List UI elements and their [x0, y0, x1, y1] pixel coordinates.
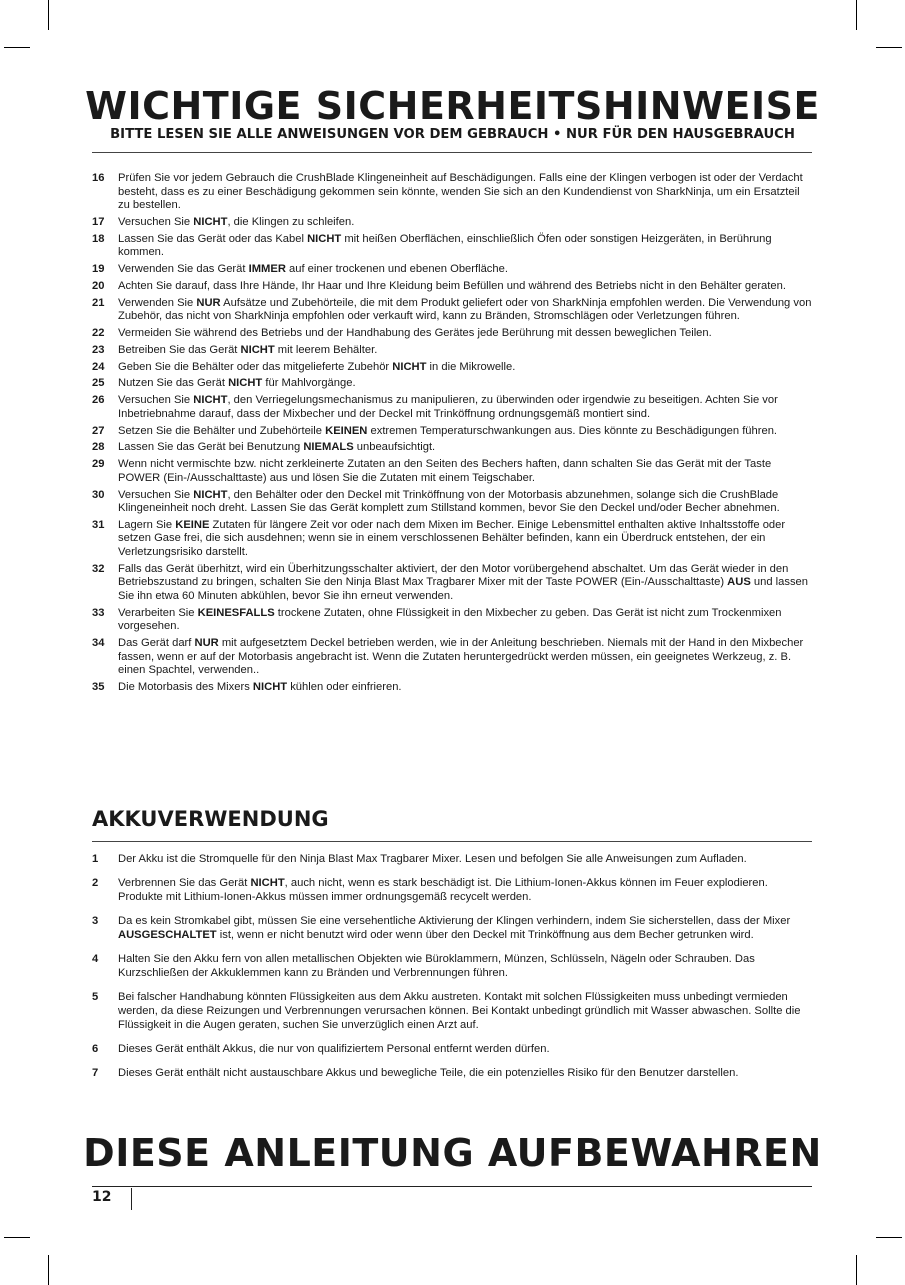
text-run: Prüfen Sie vor jedem Gebrauch die CrushBlade Klingeneinheit auf Beschädigungen. Falls eine der Klingen verbogen ist oder der Verdacht besteht, dass es zu einer Beschädigung gekommen sein könnte, wenden Sie sich an den Kundendienst von SharkNinja, um ein Ersatzteil zu bestellen. — [118, 172, 803, 212]
text-run: Dieses Gerät enthält nicht austauschbare Akkus und bewegliche Teile, die ein potenzielles Risiko für den Benutzer darstellen. — [118, 1067, 739, 1080]
text-run: Falls das Gerät überhitzt, wird ein Überhitzungsschalter aktiviert, der den Motor vorübergehend abschaltet. Um das Gerät wieder in den Betriebszustand zu bringen, schalten Sie den Ninja Blast Max Tragbarer Mixer mit der Taste POWER (Ein-/Ausschalttaste) — [118, 562, 789, 589]
text-run: Wenn nicht vermischte bzw. nicht zerkleinerte Zutaten an den Seiten des Bechers haften, dann schalten Sie das Gerät mit der Taste POWER (Ein-/Ausschalttaste) aus und lösen Sie die Zutaten mit einem Teigschaber. — [118, 458, 772, 484]
crop-mark — [856, 0, 857, 30]
list-item — [92, 361, 812, 375]
text-run: Lagern Sie — [118, 518, 176, 531]
list-item — [92, 953, 812, 980]
item-text — [118, 297, 812, 324]
text-run: extremen Temperaturschwankungen aus. Dies könnte zu Beschädigungen führen. — [367, 424, 778, 437]
text-run: Der Akku ist die Stromquelle für den Ninja Blast Max Tragbarer Mixer. Lesen und befolgen Sie alle Anweisungen zum Aufladen. — [118, 853, 747, 865]
crop-mark — [4, 47, 30, 48]
text-run: Verwenden Sie das Gerät — [118, 263, 249, 276]
text-run: , den Verriegelungsmechanismus zu manipulieren, zu überwinden oder irgendwie zu beseitigen. Achten Sie vor Inbetriebnahme darauf, dass der Mixbecher und der Deckel mit Trinköffnung ordnungsgemäß montiert sind. — [118, 394, 778, 420]
list-item — [92, 216, 812, 230]
crop-mark — [48, 0, 49, 30]
item-number: 34 — [92, 637, 105, 650]
item-number: 33 — [92, 606, 105, 619]
list-item — [92, 441, 812, 455]
item-text — [118, 991, 812, 1032]
emphasis-text: NICHT — [240, 343, 275, 356]
list-item — [92, 425, 812, 439]
item-text — [118, 489, 812, 516]
text-run: , die Klingen zu schleifen. — [227, 215, 355, 228]
page-number: 12 — [92, 1189, 112, 1205]
emphasis-text: NICHT — [193, 215, 228, 228]
emphasis-text: AUSGESCHALTET — [118, 928, 217, 941]
emphasis-text: NICHT — [193, 394, 228, 407]
item-text — [118, 681, 812, 695]
item-text — [118, 233, 812, 260]
emphasis-text: NICHT — [228, 377, 263, 390]
list-item — [92, 233, 812, 260]
item-text — [118, 280, 812, 294]
text-run: Setzen Sie die Behälter und Zubehörteile — [118, 424, 326, 437]
list-item — [92, 853, 812, 867]
item-text — [118, 519, 812, 560]
list-item — [92, 458, 812, 485]
list-item — [92, 563, 812, 604]
emphasis-text: NICHT — [392, 360, 427, 373]
list-item — [92, 489, 812, 516]
page-title: WICHTIGE SICHERHEITSHINWEISE — [85, 84, 820, 128]
list-item — [92, 1067, 812, 1081]
item-number: 3 — [92, 915, 99, 928]
text-run: in die Mikrowelle. — [426, 360, 516, 373]
item-number: 21 — [92, 296, 105, 309]
crop-mark — [856, 1255, 857, 1285]
emphasis-text: KEINE — [175, 518, 210, 531]
text-run: unbeaufsichtigt. — [353, 441, 436, 454]
text-run: auf einer trockenen und ebenen Oberfläche. — [285, 263, 508, 276]
item-number: 32 — [92, 562, 105, 575]
list-item — [92, 877, 812, 904]
item-number: 22 — [92, 327, 105, 340]
text-run: mit aufgesetztem Deckel betrieben werden, wie in der Anleitung beschrieben. Niemals mit der Hand in den Mixbecher fassen, wenn er auf der Motorbasis angebracht ist. Wenn die Zutaten heruntergedrückt werden müssen, ein geeignetes Werkzeug, z. B. einen Spachtel, verwenden.. — [118, 637, 804, 677]
list-item — [92, 263, 812, 277]
item-number: 19 — [92, 263, 105, 276]
item-text — [118, 377, 812, 391]
emphasis-text: KEINEN — [325, 424, 368, 437]
item-number: 2 — [92, 877, 99, 890]
list-item — [92, 297, 812, 324]
crop-mark — [876, 47, 902, 48]
item-text — [118, 344, 812, 358]
list-item — [92, 394, 812, 421]
item-number: 29 — [92, 458, 105, 471]
item-text — [118, 877, 812, 904]
emphasis-text: NICHT — [252, 681, 288, 694]
item-number: 28 — [92, 441, 105, 454]
list-item — [92, 172, 812, 213]
text-run: Versuchen Sie — [118, 215, 194, 228]
emphasis-text: KEINESFALLS — [197, 606, 275, 619]
item-number: 6 — [92, 1042, 99, 1055]
text-run: mit heißen Oberflächen, einschließlich Öfen oder sonstigen Heizgeräten, in Berührung kommen. — [118, 232, 772, 259]
text-run: für Mahlvorgänge. — [262, 377, 356, 390]
item-number: 17 — [92, 215, 105, 228]
emphasis-text: IMMER — [248, 263, 286, 276]
emphasis-text: NICHT — [193, 488, 228, 501]
crop-mark — [876, 1237, 902, 1238]
item-text — [118, 327, 812, 341]
battery-list — [92, 853, 812, 1092]
text-run: Verwenden Sie — [118, 296, 197, 309]
item-text — [118, 853, 812, 867]
item-number: 18 — [92, 232, 105, 245]
text-run: mit leerem Behälter. — [274, 343, 378, 356]
header-divider — [92, 152, 812, 153]
item-number: 27 — [92, 424, 105, 437]
emphasis-text: NUR — [194, 637, 219, 650]
footer-divider — [92, 1186, 812, 1187]
text-run: Dieses Gerät enthält Akkus, die nur von qualifiziertem Personal entfernt werden dürfen. — [118, 1042, 550, 1055]
list-item — [92, 344, 812, 358]
crop-mark — [48, 1255, 49, 1285]
text-run: trockene Zutaten, ohne Flüssigkeit in den Mixbecher zu geben. Das Gerät ist nicht zum Trockenmixen vorgesehen. — [118, 606, 782, 633]
list-item — [92, 519, 812, 560]
text-run: Versuchen Sie — [118, 488, 194, 501]
text-run: Verarbeiten Sie — [118, 606, 198, 619]
list-item — [92, 637, 812, 678]
footer-title: DIESE ANLEITUNG AUFBEWAHREN — [83, 1131, 822, 1175]
item-number: 5 — [92, 991, 99, 1004]
safety-list — [92, 172, 812, 698]
text-run: Das Gerät darf — [118, 637, 195, 650]
text-run: , den Behälter oder den Deckel mit Trinköffnung von der Motorbasis abzunehmen, solange sich die CrushBlade Klingeneinheit noch dreht. Lassen Sie das Gerät komplett zum Stillstand kommen, bevor Sie den Deckel und/oder Becher abnehmen. — [118, 488, 780, 515]
text-run: und lassen Sie ihn etwa 60 Minuten abkühlen, bevor Sie ihn erneut verwenden. — [118, 576, 809, 603]
page-subtitle: BITTE LESEN SIE ALLE ANWEISUNGEN VOR DEM GEBRAUCH • NUR FÜR DEN HAUSGEBRAUCH — [110, 127, 795, 142]
item-number: 26 — [92, 394, 105, 407]
text-run: Da es kein Stromkabel gibt, müssen Sie eine versehentliche Aktivierung der Klingen verhindern, indem Sie sicherstellen, dass der Mixer — [118, 915, 791, 928]
item-text — [118, 1067, 812, 1081]
crop-mark — [4, 1237, 30, 1238]
text-run: Aufsätze und Zubehörteile, die mit dem Produkt geliefert oder von SharkNinja empfohlen werden. Die Verwendung von Zubehör, das nicht von SharkNinja empfohlen oder verkauft wird, kann zu Bränden, Stromschlägen oder Verletzungen führen. — [118, 296, 812, 323]
item-text — [118, 361, 812, 375]
list-item — [92, 377, 812, 391]
item-number: 25 — [92, 377, 105, 390]
text-run: Die Motorbasis des Mixers — [118, 681, 253, 694]
list-item — [92, 280, 812, 294]
item-number: 35 — [92, 681, 105, 694]
emphasis-text: NICHT — [250, 877, 285, 890]
item-text — [118, 216, 812, 230]
item-text — [118, 172, 812, 213]
item-number: 30 — [92, 488, 105, 501]
item-number: 4 — [92, 953, 99, 966]
text-run: Verbrennen Sie das Gerät — [118, 877, 251, 890]
text-run: Halten Sie den Akku fern von allen metallischen Objekten wie Büroklammern, Münzen, Schlüsseln, Nägeln oder Schrauben. Das Kurzschließen der Akkuklemmen kann zu Bränden und Verbrennungen führen. — [118, 953, 755, 979]
text-run: Betreiben Sie das Gerät — [118, 343, 241, 356]
item-text — [118, 637, 812, 678]
text-run: kühlen oder einfrieren. — [287, 681, 402, 694]
item-number: 31 — [92, 518, 105, 531]
text-run: Lassen Sie das Gerät bei Benutzung — [118, 441, 304, 454]
section-divider — [92, 841, 812, 842]
text-run: Vermeiden Sie während des Betriebs und der Handhabung des Gerätes jede Berührung mit dessen beweglichen Teilen. — [118, 327, 712, 340]
emphasis-text: NIEMALS — [303, 441, 354, 454]
text-run: Nutzen Sie das Gerät — [118, 377, 229, 390]
item-number: 20 — [92, 279, 105, 292]
item-number: 24 — [92, 360, 105, 373]
item-number: 23 — [92, 343, 105, 356]
item-text — [118, 458, 812, 485]
item-text — [118, 563, 812, 604]
item-text — [118, 953, 812, 980]
emphasis-text: AUS — [727, 576, 751, 589]
item-text — [118, 915, 812, 942]
section-title-battery: AKKUVERWENDUNG — [92, 807, 329, 831]
item-text — [118, 263, 812, 277]
item-number: 1 — [92, 853, 99, 865]
text-run: Lassen Sie das Gerät oder das Kabel — [118, 232, 308, 245]
item-text — [118, 394, 812, 421]
list-item — [92, 607, 812, 634]
text-run: Versuchen Sie — [118, 394, 194, 407]
list-item — [92, 915, 812, 942]
list-item — [92, 327, 812, 341]
emphasis-text: NICHT — [307, 232, 342, 245]
list-item — [92, 1043, 812, 1057]
item-number: 7 — [92, 1067, 99, 1080]
text-run: Geben Sie die Behälter oder das mitgelieferte Zubehör — [118, 360, 393, 373]
text-run: Bei falscher Handhabung könnten Flüssigkeiten aus dem Akku austreten. Kontakt mit solchen Flüssigkeiten muss unbedingt vermieden werden, da diese Reizungen und Verbrennungen verursachen können. Bei Kontakt unbedingt gründlich mit Wasser abwaschen. Sollte die Flüssigkeit in die Augen geraten, suchen Sie unverzüglich einen Arzt auf. — [118, 991, 801, 1031]
page-number-separator — [131, 1188, 132, 1210]
text-run: ist, wenn er nicht benutzt wird oder wenn über den Deckel mit Trinköffnung aus dem Becher getrunken wird. — [216, 928, 754, 941]
item-text — [118, 1043, 812, 1057]
text-run: Achten Sie darauf, dass Ihre Hände, Ihr Haar und Ihre Kleidung beim Befüllen und während des Betriebs nicht in den Behälter geraten. — [118, 279, 786, 292]
item-number: 16 — [92, 172, 105, 184]
item-text — [118, 607, 812, 634]
item-text — [118, 441, 812, 455]
list-item — [92, 681, 812, 695]
emphasis-text: NUR — [196, 296, 221, 309]
text-run: Zutaten für längere Zeit vor oder nach dem Mixen im Becher. Einige Lebensmittel enthalten aktive Inhaltsstoffe oder setzen Gase frei, die sich ausdehnen; wenn sie in einem verschlossenen Behälter befinden, kann ein Überdruck entstehen, der ein Verletzungsrisiko darstellt. — [118, 518, 786, 559]
item-text — [118, 425, 812, 439]
text-run: , auch nicht, wenn es stark beschädigt ist. Die Lithium-Ionen-Akkus können im Feuer explodieren. Produkte mit Lithium-Ionen-Akkus müssen immer ordnungsgemäß recycelt werden. — [118, 877, 768, 903]
list-item — [92, 991, 812, 1032]
